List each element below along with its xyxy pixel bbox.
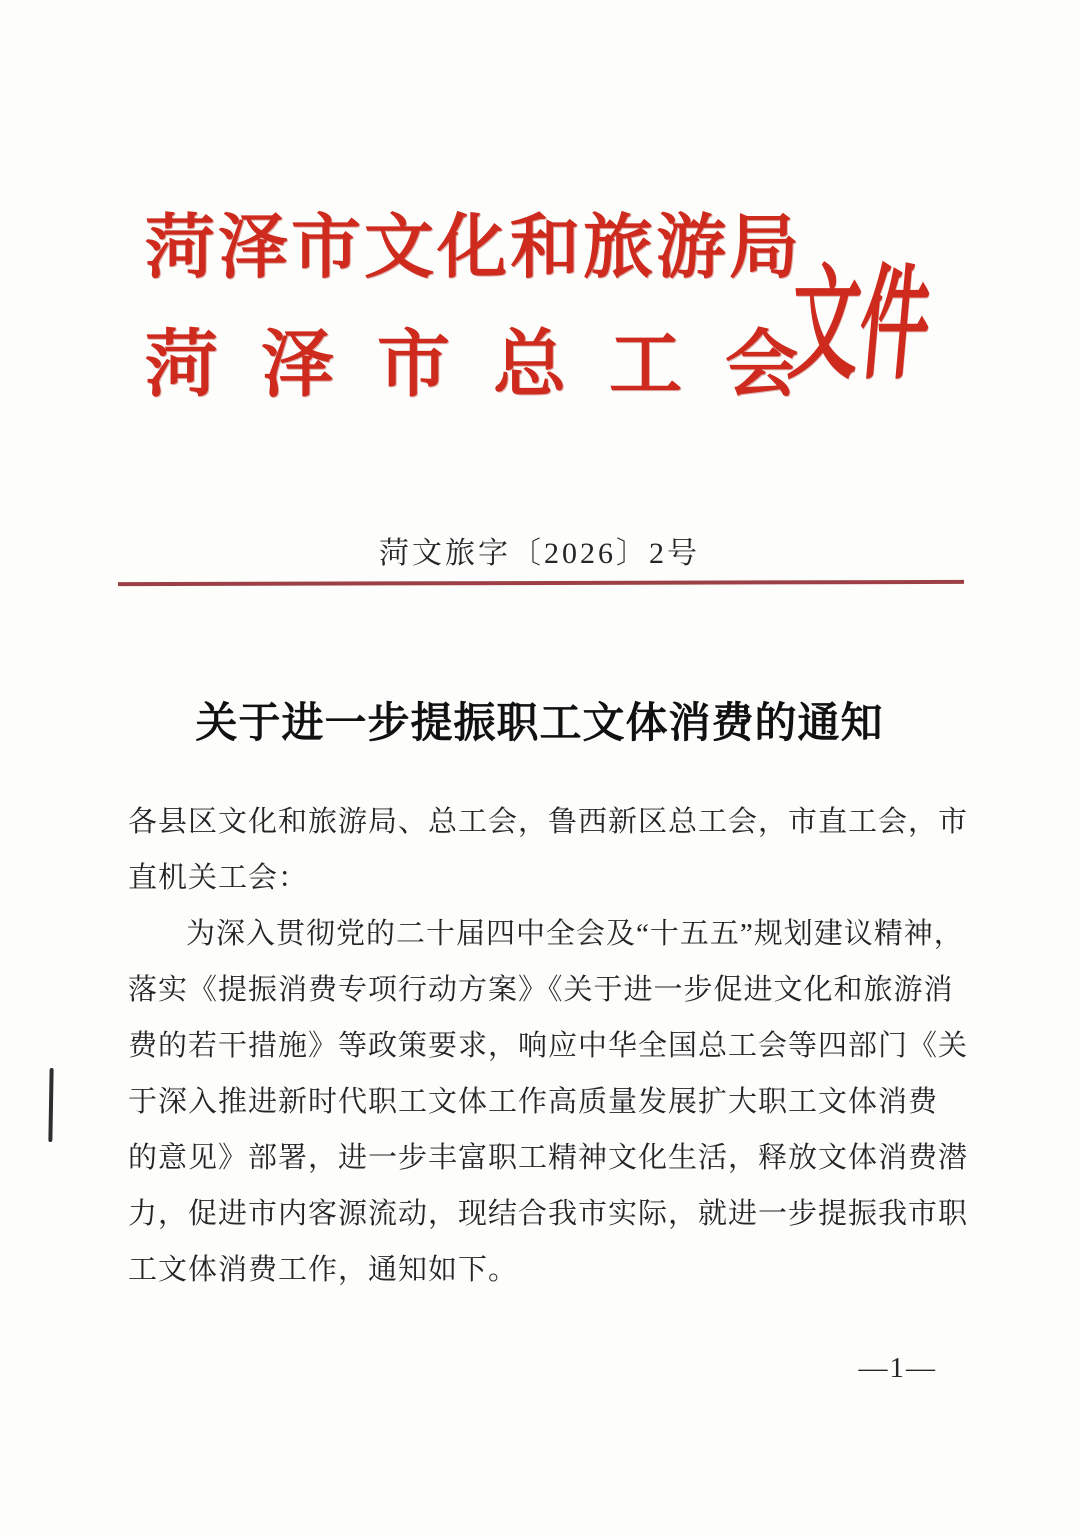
document-title: 关于进一步提振职工文体消费的通知 — [195, 701, 884, 747]
paragraph-line: 为深入贯彻党的二十届四中全会及“十五五”规划建议精神， — [186, 918, 964, 950]
document-body — [128, 794, 968, 1298]
agency-name-line1: 菏泽市文化和旅游局 — [145, 210, 802, 287]
red-divider-line — [118, 580, 964, 586]
paragraph-line: 工文体消费工作，通知如下。 — [128, 1254, 519, 1286]
salutation-line: 直机关工会： — [128, 862, 309, 894]
paragraph-line: 落实《提振消费专项行动方案》《关于进一步促进文化和旅游消 — [128, 974, 954, 1006]
document-number: 菏文旅字〔2026〕2号 — [379, 537, 700, 570]
paragraph-line: 力，促进市内客源流动，现结合我市实际，就进一步提振我市职 — [128, 1198, 969, 1230]
scan-artifact-mark — [48, 1068, 53, 1142]
salutation-line: 各县区文化和旅游局、总工会，鲁西新区总工会，市直工会，市 — [128, 806, 969, 838]
paragraph-line: 费的若干措施》等政策要求，响应中华全国总工会等四部门《关 — [128, 1030, 969, 1062]
document-label: 文件 — [784, 257, 936, 394]
paragraph-line: 于深入推进新时代职工文体工作高质量发展扩大职工文体消费 — [128, 1086, 939, 1118]
paragraph-line: 的意见》部署，进一步丰富职工精神文化生活，释放文体消费潜 — [128, 1142, 969, 1174]
agency-name-line2: 菏泽市总工会 — [145, 324, 841, 405]
page-number: —1— — [858, 1352, 937, 1384]
